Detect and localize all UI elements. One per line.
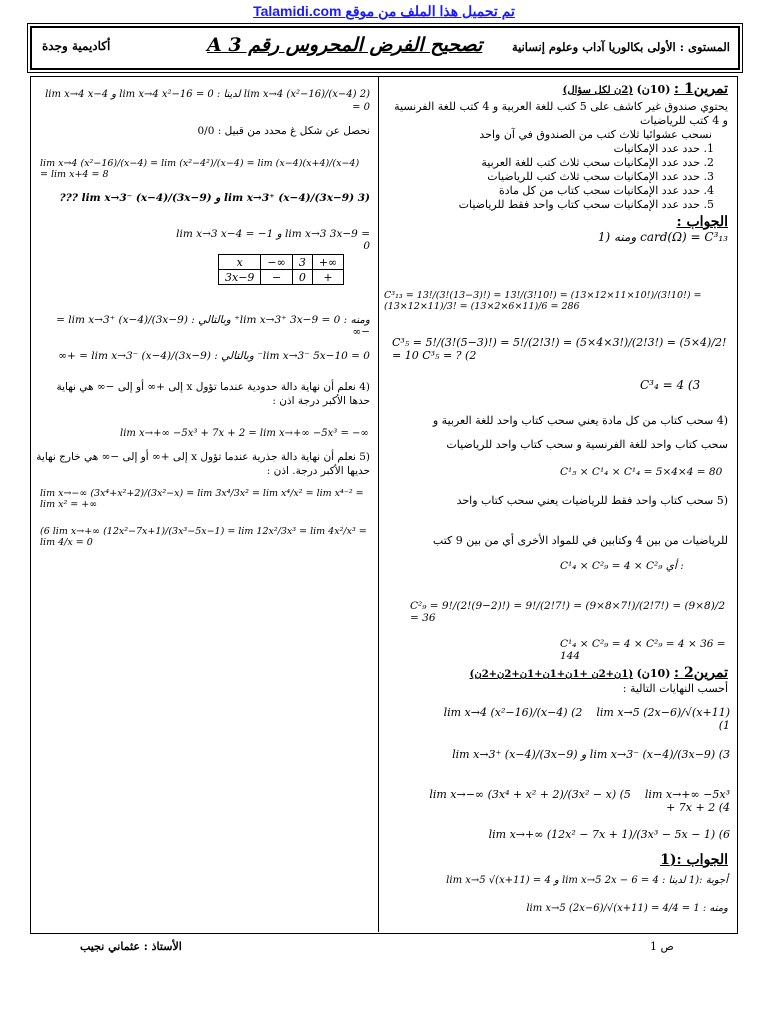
ex2-points: (10ن): [636, 667, 671, 680]
table-cell: +: [312, 270, 343, 285]
table-cell: +∞: [312, 255, 343, 270]
academy-label: أكاديمية وجدة: [42, 39, 111, 53]
table-cell: −∞: [261, 255, 292, 270]
sol4-text: (4 نعلم أن نهاية دالة حدودية عندما تؤول x إلى +∞ أو إلى −∞ هي نهاية حدها الأكبر درجة اذن :: [56, 381, 370, 407]
site-prefix: تم تحميل هذا الملف من موقع: [345, 3, 515, 19]
ex1-question: 2. حدد عدد الإمكانيات سحب ثلاث كتب للغة العربية: [481, 156, 714, 169]
ex1-answer-5-calc2: C²₉ = 9!/(2!(9−2)!) = 9!/(2!7!) = (9×8×7!)/(2!7!) = (9×8)/2 = 36: [410, 600, 726, 624]
ex1-answer-heading: الجواب :: [676, 214, 728, 230]
ex2-q4: lim x→+∞ −5x³ + 7x + 2 (4: [644, 788, 730, 814]
sol6-calc: (6 lim x→+∞ (12x²−7x+1)/(3x³−5x−1) = lim 12x²/3x³ = lim 4x²/x³ = lim 4/x = 0: [40, 526, 367, 548]
ex2-q3: lim x→3⁺ (x−4)/(3x−9) و lim x→3⁻ (x−4)/(3x−9) (3: [452, 748, 730, 761]
ex2-q6: lim x→+∞ (12x² − 7x + 1)/(3x³ − 5x − 1) (6: [488, 828, 730, 841]
document-header: [30, 26, 740, 70]
ex1-answer-4-text1: (4 سحب كتاب من كل مادة يعني سحب كتاب واحد للغة العربية و: [432, 414, 728, 427]
ex2-q2: lim x→4 (x²−16)/(x−4) (2: [443, 706, 583, 719]
ex2-q5: lim x→−∞ (3x⁴ + x² + 2)/(3x² − x) (5: [429, 788, 631, 801]
table-cell: 3x−9: [219, 270, 261, 285]
ex1-points: (10ن): [636, 83, 671, 96]
ex1-answer-5-calc1: C¹₄ × C²₉ = 4 × C²₉ أي :: [560, 560, 684, 572]
sol5-calc: lim x→−∞ (3x⁴+x²+2)/(3x²−x) = lim 3x⁴/3x² = lim x⁴/x² = lim x⁴⁻² = lim x² = +∞: [40, 488, 364, 510]
ex1-heading: تمرين1 :: [673, 81, 728, 97]
table-row: [219, 270, 344, 285]
ex2-question-4-5: [420, 788, 730, 814]
exercise-2: [386, 666, 728, 696]
exercise-1: [386, 82, 728, 244]
sol3-minus: lim x→3⁻ 5x−10 = 0⁻ وبالتالي : lim x→3⁻ (x−4)/(3x−9) = +∞: [58, 350, 370, 362]
sign-table: [218, 254, 344, 285]
ex1-answer-5-text1: (5 سحب كتاب واحد فقط للرياضيات يعني سحب كتاب واحد: [456, 494, 728, 507]
ex1-points-note: (2ن لكل سؤال): [562, 85, 634, 96]
ex1-answer-5-calc3: C¹₄ × C²₉ = 4 × C²₉ = 4 × 36 = 144: [560, 638, 726, 662]
sol5-text: (5 نعلم أن نهاية دالة جذرية عندما تؤول x إلى +∞ أو إلى −∞ هي خارج نهاية حديها الأكبر درجة. اذن :: [36, 451, 370, 477]
ex1-answer-2: C³₅ = 5!/(3!(5−3)!) = 5!/(2!3!) = (5×4×3!)/(2!3!) = (5×4)/2! = 10 C³₅ = ? (2: [392, 336, 727, 362]
table-cell: −: [261, 270, 292, 285]
site-banner[interactable]: [0, 3, 768, 20]
teacher-label: الأستاذ : عثماني نجيب: [80, 940, 182, 953]
level-label: المستوى : الأولى بكالوريا آداب وعلوم إنسانية: [511, 40, 730, 54]
table-cell: 3: [292, 255, 312, 270]
ex2-question-1-2: [440, 706, 730, 732]
site-url[interactable]: Talamidi.com: [253, 3, 342, 19]
ex2-q1: lim x→5 (2x−6)/√(x+11) (1: [596, 706, 730, 732]
column-divider: [378, 76, 379, 932]
sol4-calc: lim x→+∞ −5x³ + 7x + 2 = lim x→+∞ −5x³ = −∞: [120, 428, 369, 439]
ex1-statement-1: يحتوي صندوق غير كاشف على 5 كتب للغة العربية و 4 كتب للغة الفرنسية و 4 كتب للرياضيات: [394, 100, 728, 127]
ex2-heading: تمرين2 :: [673, 665, 728, 681]
ex1-statement-2: نسحب عشوائيا ثلاث كتب من الصندوق في آن واحد: [479, 128, 712, 141]
ex1-question: 4. حدد عدد الإمكانيات سحب كتاب من كل مادة: [498, 184, 714, 197]
ex2-intro: أحسب النهايات التالية :: [622, 682, 728, 695]
table-row: [219, 255, 344, 270]
page-title: تصحيح الفرض المحروس رقم 3 A: [207, 34, 483, 56]
ex1-question: 5. حدد عدد الإمكانيات سحب كتاب واحد فقط للرياضيات: [458, 198, 714, 211]
ex1-question: 1. حدد عدد الإمكانيات: [613, 142, 714, 155]
sol2-calc: lim x→4 (x²−16)/(x−4) = lim (x²−4²)/(x−4) = lim (x−4)(x+4)/(x−4) = lim x+4 = 8: [40, 158, 360, 180]
sol3-head: (3 lim x→3⁺ (x−4)/(3x−9) و lim x→3⁻ (x−4)/(3x−9) ???: [59, 192, 370, 204]
table-cell: x: [219, 255, 261, 270]
page-number: ص 1: [650, 940, 674, 953]
ex1-answer-1-calc: C³₁₃ = 13!/(3!(13−3)!) = 13!/(3!10!) = (13×12×11×10!)/(3!10!) = (13×12×11)/3! = (13×2×6×11)/6 = 286: [384, 290, 702, 312]
ex1-answer-4-text2: سحب كتاب واحد للغة الفرنسية و سحب كتاب واحد للرياضيات: [446, 438, 728, 451]
sol2-head: (2 lim x→4 (x²−16)/(x−4) لدينا : lim x→4 x²−16 = 0 و lim x→4 x−4 = 0: [45, 89, 370, 113]
ex1-answer-1: card(Ω) = C³₁₃ ومنه (1: [597, 230, 728, 244]
ex2-answer-heading: الجواب :(1: [660, 852, 728, 868]
ex1-question: 3. حدد عدد الإمكانيات سحب ثلاث كتب للرياضيات: [487, 170, 714, 183]
ex1-answer-4-calc: C¹₅ × C¹₄ × C¹₄ = 5×4×4 = 80: [560, 466, 723, 478]
ex2-points-note: (1ن+2ن +1ن+1ن+1ن+2ن+2ن): [469, 669, 634, 680]
ex2-answer-1b: ومنه : lim x→5 (2x−6)/√(x+11) = 4/4 = 1: [526, 903, 728, 914]
sol3-limits: lim x→3 x−4 = −1 و lim x→3 3x−9 = 0: [176, 228, 370, 252]
ex1-answer-3: C³₄ = 4 (3: [640, 378, 701, 392]
ex1-answer-5-text2: للرياضيات من بين 4 وكتابين في للمواد الأخرى أي من بين 9 كتب: [432, 534, 728, 547]
table-cell: 0: [292, 270, 312, 285]
sol3-plus: ومنه : lim x→3⁺ 3x−9 = 0⁺ وبالتالي : lim x→3⁺ (x−4)/(3x−9) = −∞: [56, 314, 370, 338]
ex2-answer-1a: أجوبة :(1 لدينا : lim x→5 2x − 6 = 4 و lim x→5 √(x+11) = 4: [446, 875, 728, 886]
sol2-text: نحصل عن شكل غ محدد من قبيل : 0/0: [197, 125, 370, 137]
